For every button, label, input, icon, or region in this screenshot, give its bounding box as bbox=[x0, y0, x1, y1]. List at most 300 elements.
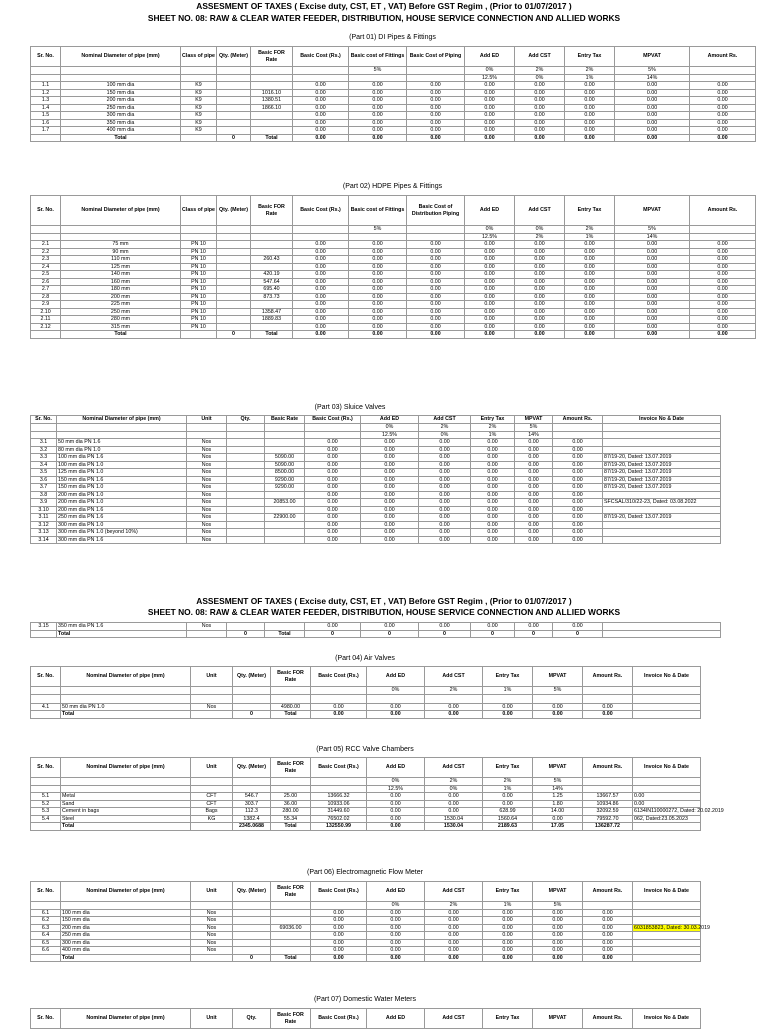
table-row-cell: 250 mm bbox=[61, 308, 181, 316]
table-row-cell: 0.00 bbox=[565, 97, 615, 105]
table-row-cell bbox=[217, 271, 251, 279]
table-row-cell: 0.00 bbox=[533, 815, 583, 823]
table-row-cell bbox=[265, 529, 305, 537]
total-row-cell: 0.00 bbox=[690, 331, 756, 339]
total-row-cell: 0.00 bbox=[311, 954, 367, 962]
table-row-cell: 0.00 bbox=[311, 917, 367, 925]
table-row-cell: 0.00 bbox=[425, 808, 483, 816]
table-row bbox=[31, 917, 701, 925]
table-row-cell: 0.00 bbox=[615, 112, 690, 120]
rate-row-cell bbox=[690, 74, 756, 82]
table-row-cell: 4.1 bbox=[31, 703, 61, 711]
table-row-cell: 0.00 bbox=[615, 316, 690, 324]
table-row-cell: 0.00 bbox=[515, 256, 565, 264]
table-row-cell: 200 mm dia PN 1.6 bbox=[57, 506, 187, 514]
total-row-cell: 2345.0688 bbox=[233, 823, 271, 831]
rate-row-cell bbox=[583, 687, 633, 695]
table-header-row-cell: Entry Tax bbox=[483, 1009, 533, 1029]
table-header-row-cell: Sr. No. bbox=[31, 196, 61, 226]
table-row-cell: 0.00 bbox=[615, 293, 690, 301]
table-row-cell: 0.00 bbox=[690, 248, 756, 256]
table-row-cell: 0.00 bbox=[367, 800, 425, 808]
table-header-row-cell: Basic cost of Fittings bbox=[349, 47, 407, 67]
table-row-cell: K9 bbox=[181, 82, 217, 90]
table-row-cell: 300 mm dia PN 1.0 (beyond 10%) bbox=[57, 529, 187, 537]
rate-row-cell bbox=[407, 74, 465, 82]
table-row-cell: 0.00 bbox=[425, 939, 483, 947]
table-row-cell: 0.00 bbox=[419, 476, 471, 484]
table-row-cell bbox=[227, 484, 265, 492]
table-row-cell: 25.00 bbox=[271, 793, 311, 801]
table-row-cell bbox=[265, 536, 305, 544]
table-row-cell: 0.00 bbox=[465, 263, 515, 271]
table-row-cell bbox=[271, 947, 311, 955]
table-row-cell: 280 mm bbox=[61, 316, 181, 324]
total-row-cell bbox=[191, 711, 233, 719]
table-row-cell bbox=[233, 909, 271, 917]
table-row-cell: CFT bbox=[191, 800, 233, 808]
table-row-cell: 150 mm dia PN 1.6 bbox=[57, 476, 187, 484]
table-header-row-cell: Amount Rs. bbox=[583, 667, 633, 687]
rate-row-cell bbox=[251, 226, 293, 234]
total-row bbox=[31, 711, 701, 719]
table-row-cell: 14.00 bbox=[533, 808, 583, 816]
table-row-cell: 0.00 bbox=[425, 924, 483, 932]
table-row-cell: 0.00 bbox=[361, 521, 419, 529]
table-row-cell: 0.00 bbox=[565, 104, 615, 112]
table-row-cell: 0.00 bbox=[553, 514, 603, 522]
table-row-cell bbox=[227, 536, 265, 544]
rate-row-cell bbox=[217, 74, 251, 82]
rate-row-cell bbox=[191, 902, 233, 910]
table-row-cell bbox=[217, 293, 251, 301]
table-row-cell: 3.5 bbox=[31, 469, 57, 477]
table-header-row-cell: MPVAT bbox=[533, 882, 583, 902]
table-header-row-cell: Unit bbox=[191, 882, 233, 902]
rate-row-cell bbox=[407, 226, 465, 234]
table-row-cell: 2.12 bbox=[31, 323, 61, 331]
table-row-cell bbox=[251, 263, 293, 271]
table-row-cell: 0.00 bbox=[483, 917, 533, 925]
table-row-cell: Nos bbox=[191, 917, 233, 925]
rate-row bbox=[31, 67, 756, 75]
table-header-row-cell: Nominal Diameter of pipe (mm) bbox=[61, 667, 191, 687]
table-row bbox=[31, 499, 721, 507]
table-row-cell: 87/19-20, Dated: 13.07.2019 bbox=[603, 484, 721, 492]
rate-row-cell: 0% bbox=[367, 687, 425, 695]
table-row-cell: 547.64 bbox=[251, 278, 293, 286]
table-row-cell: 0.00 bbox=[305, 469, 361, 477]
table-row-cell: 0.00 bbox=[425, 800, 483, 808]
table-row bbox=[31, 278, 756, 286]
table-row-cell: 0.00 bbox=[533, 932, 583, 940]
table-row-cell: 0.00 bbox=[293, 97, 349, 105]
rate-row-cell: 5% bbox=[533, 778, 583, 786]
table-row-cell: 0.00 bbox=[515, 104, 565, 112]
table-row-cell: 2.2 bbox=[31, 248, 61, 256]
table-row-cell: 0.00 bbox=[553, 484, 603, 492]
table-header-row bbox=[31, 1009, 701, 1029]
table-row-cell: 0.00 bbox=[553, 623, 603, 631]
table-row-cell: 0.00 bbox=[425, 947, 483, 955]
table-row-cell: 0.00 bbox=[407, 263, 465, 271]
table-row-cell: 5.4 bbox=[31, 815, 61, 823]
rate-row-cell bbox=[31, 431, 57, 439]
table-row-cell: 0.00 bbox=[293, 256, 349, 264]
table-row-cell: 0.00 bbox=[515, 127, 565, 135]
table-row bbox=[31, 506, 721, 514]
table-row-cell: 350 mm dia PN 1.6 bbox=[57, 623, 187, 631]
table-header-row-cell: Sr. No. bbox=[31, 416, 57, 424]
table-row-cell: K9 bbox=[181, 104, 217, 112]
table-row-cell: 0.00 bbox=[361, 439, 419, 447]
table-header-row bbox=[31, 416, 721, 424]
table-row-cell: 0.00 bbox=[465, 82, 515, 90]
table-row-cell: 0.00 bbox=[553, 461, 603, 469]
table-row-cell bbox=[217, 127, 251, 135]
table-row-cell: 0.00 bbox=[419, 484, 471, 492]
table-row-cell: 400 mm dia bbox=[61, 947, 191, 955]
table-row-cell: 50 mm dia PN 1.6 bbox=[57, 439, 187, 447]
total-row-cell: Total bbox=[251, 331, 293, 339]
total-row-cell: 0.00 bbox=[533, 954, 583, 962]
table-header-row-cell: Entry Tax bbox=[471, 416, 515, 424]
table-row-cell: 0.00 bbox=[565, 271, 615, 279]
total-row-cell: 0.00 bbox=[293, 134, 349, 142]
spacer-row bbox=[31, 694, 701, 703]
total-row-cell: 0 bbox=[217, 134, 251, 142]
table-row-cell: 0.00 bbox=[305, 439, 361, 447]
table-header-row-cell: Basic Cost (Rs.) bbox=[293, 47, 349, 67]
table-row-cell: Nos bbox=[187, 499, 227, 507]
table-row-cell: 6.1 bbox=[31, 909, 61, 917]
total-row-cell bbox=[181, 331, 217, 339]
total-row-cell bbox=[191, 823, 233, 831]
table-row-cell bbox=[217, 323, 251, 331]
table-row-cell bbox=[217, 308, 251, 316]
table-row-cell: 0.00 bbox=[615, 104, 690, 112]
table-row-cell: 0.00 bbox=[465, 127, 515, 135]
table-row-cell: 0.00 bbox=[515, 623, 553, 631]
table-row-cell: 250 mm dia bbox=[61, 104, 181, 112]
table-row-cell: 0.00 bbox=[583, 917, 633, 925]
part7-title: (Part 07) Domestic Water Meters bbox=[313, 996, 417, 1003]
table-row-cell: 200 mm dia PN 1.0 bbox=[57, 491, 187, 499]
rate-row-cell: 0% bbox=[515, 226, 565, 234]
table-row-cell: 0.00 bbox=[419, 529, 471, 537]
table-row-cell bbox=[227, 439, 265, 447]
total-row-cell: Total bbox=[61, 711, 191, 719]
total-row-cell bbox=[31, 134, 61, 142]
table-row-cell bbox=[217, 89, 251, 97]
table-row-cell: 0.00 bbox=[407, 301, 465, 309]
table-row-cell bbox=[603, 536, 721, 544]
table-row bbox=[31, 308, 756, 316]
rate-row-cell bbox=[603, 431, 721, 439]
table-row-cell: 0.00 bbox=[349, 256, 407, 264]
table-row-cell: 0.00 bbox=[361, 529, 419, 537]
table-row-cell: K9 bbox=[181, 89, 217, 97]
table-row-cell: 0.00 bbox=[533, 917, 583, 925]
rate-row-cell bbox=[251, 233, 293, 241]
table-row-cell: Steel bbox=[61, 815, 191, 823]
rate-row-cell: 1% bbox=[483, 687, 533, 695]
rate-row-cell bbox=[187, 424, 227, 432]
rate-row-cell: 12.5% bbox=[465, 233, 515, 241]
table-row-cell: 0.00 bbox=[615, 89, 690, 97]
rate-row-cell: 0% bbox=[465, 226, 515, 234]
table-row-cell: 0.00 bbox=[471, 484, 515, 492]
table-row-cell: 0.00 bbox=[515, 446, 553, 454]
table-row bbox=[31, 703, 701, 711]
table-row-cell: 0.00 bbox=[367, 808, 425, 816]
table-row-cell: 0.00 bbox=[293, 112, 349, 120]
table-row-cell: 0.00 bbox=[471, 446, 515, 454]
table-row-cell: 0.00 bbox=[311, 932, 367, 940]
table-header-row-cell: MPVAT bbox=[615, 47, 690, 67]
table-row-cell: 90 mm bbox=[61, 248, 181, 256]
table-row-cell: 0.00 bbox=[465, 323, 515, 331]
table-row-cell: 1530.04 bbox=[425, 815, 483, 823]
table-row-cell: 0.00 bbox=[690, 127, 756, 135]
table-header-row-cell: Sr. No. bbox=[31, 667, 61, 687]
table-row-cell: 0.00 bbox=[425, 932, 483, 940]
table-row-cell: 0.00 bbox=[419, 623, 471, 631]
table-row-cell: 0.00 bbox=[419, 461, 471, 469]
table-header-row-cell: Add ED bbox=[361, 416, 419, 424]
table-row-cell: 400 mm dia bbox=[61, 127, 181, 135]
table-row-cell bbox=[217, 278, 251, 286]
table-header-row-cell: Qty. (Meter) bbox=[233, 667, 271, 687]
table-row-cell bbox=[251, 301, 293, 309]
total-row-cell: Total bbox=[265, 630, 305, 638]
total-row-cell: 0.00 bbox=[349, 134, 407, 142]
rate-row-cell: 2% bbox=[565, 226, 615, 234]
table-row-cell bbox=[227, 506, 265, 514]
table-row-cell bbox=[265, 439, 305, 447]
table-row bbox=[31, 127, 756, 135]
table-row-cell: 1.4 bbox=[31, 104, 61, 112]
table-row-cell: 0.00 bbox=[553, 536, 603, 544]
table-row-cell: 3.3 bbox=[31, 454, 57, 462]
table-row-cell: 315 mm bbox=[61, 323, 181, 331]
rate-row-cell bbox=[181, 74, 217, 82]
table-row-cell bbox=[603, 506, 721, 514]
total-row-cell: 0 bbox=[227, 630, 265, 638]
table-row-cell: 0.00 bbox=[361, 514, 419, 522]
table-row-cell: 0.00 bbox=[361, 446, 419, 454]
table-row-cell: 0.00 bbox=[361, 536, 419, 544]
table-header-row-cell: Basic Cost (Rs.) bbox=[311, 1009, 367, 1029]
table-header-row-cell: Qty. (Meter) bbox=[217, 47, 251, 67]
table-row-cell bbox=[233, 917, 271, 925]
table-row bbox=[31, 248, 756, 256]
table-header-row-cell: Qty. (Meter) bbox=[217, 196, 251, 226]
total-row-cell: Total bbox=[57, 630, 187, 638]
table-row-cell: 0.00 bbox=[515, 82, 565, 90]
total-row-cell: 0.00 bbox=[311, 711, 367, 719]
rate-row-cell: 0% bbox=[425, 785, 483, 793]
table-row-cell: Nos bbox=[191, 939, 233, 947]
table-row-cell: 0.00 bbox=[465, 293, 515, 301]
table-row-cell: 0.00 bbox=[305, 476, 361, 484]
table-row-cell: 0.00 bbox=[407, 89, 465, 97]
table-row-cell bbox=[217, 263, 251, 271]
table-header-row-cell: Unit bbox=[191, 758, 233, 778]
table-row-cell: 0.00 bbox=[583, 932, 633, 940]
table-row-cell: 546.7 bbox=[233, 793, 271, 801]
total-row-cell: 0.00 bbox=[690, 134, 756, 142]
rate-row-cell: 0% bbox=[361, 424, 419, 432]
rate-row-cell bbox=[31, 902, 61, 910]
table-row-cell: 125 mm bbox=[61, 263, 181, 271]
table-row-cell: PN 10 bbox=[181, 316, 217, 324]
table-row-cell: Bags bbox=[191, 808, 233, 816]
rate-row-cell bbox=[217, 226, 251, 234]
rate-row-cell bbox=[633, 785, 701, 793]
table-row-cell: 0.00 bbox=[311, 703, 367, 711]
table-row-cell: 0.00 bbox=[515, 454, 553, 462]
table-row-cell: 150 mm dia bbox=[61, 89, 181, 97]
table-row-cell: 0.00 bbox=[465, 316, 515, 324]
table-header-row-cell: Basic FOR Rate bbox=[251, 47, 293, 67]
table-row-cell: 0.00 bbox=[615, 248, 690, 256]
rate-row bbox=[31, 687, 701, 695]
table-row-cell bbox=[217, 82, 251, 90]
rate-row-cell bbox=[271, 785, 311, 793]
table-row-cell: 80 mm dia PN 1.0 bbox=[57, 446, 187, 454]
table-row-cell bbox=[251, 323, 293, 331]
table-header-row-cell: Basic Cost (Rs.) bbox=[305, 416, 361, 424]
table-row-cell: 0.00 bbox=[583, 924, 633, 932]
table-row bbox=[31, 947, 701, 955]
table-row-cell: 0.00 bbox=[615, 241, 690, 249]
table-row-cell: 36.00 bbox=[271, 800, 311, 808]
table-header-row bbox=[31, 882, 701, 902]
total-row bbox=[31, 331, 756, 339]
table-row-cell: 0.00 bbox=[615, 82, 690, 90]
table-row-cell: 75 mm bbox=[61, 241, 181, 249]
table-row-cell: Nos bbox=[191, 703, 233, 711]
table-row bbox=[31, 316, 756, 324]
table-header-row-cell: MPVAT bbox=[615, 196, 690, 226]
table-row-cell: 6.5 bbox=[31, 939, 61, 947]
table-row-cell: 0.00 bbox=[465, 271, 515, 279]
table-row-cell: 0.00 bbox=[465, 301, 515, 309]
table-row bbox=[31, 536, 721, 544]
rate-row-cell bbox=[61, 902, 191, 910]
table-row-cell: 76502.02 bbox=[311, 815, 367, 823]
table-row-cell: 200 mm dia PN 1.0 bbox=[57, 499, 187, 507]
table-row-cell: 6.3 bbox=[31, 924, 61, 932]
table-row-cell: 0.00 bbox=[419, 439, 471, 447]
table-row-cell: 0.00 bbox=[465, 256, 515, 264]
rate-row-cell bbox=[271, 687, 311, 695]
rate-row bbox=[31, 424, 721, 432]
rate-row-cell: 5% bbox=[349, 67, 407, 75]
total-row-cell: 0.00 bbox=[465, 331, 515, 339]
rate-row-cell bbox=[349, 233, 407, 241]
table-row-cell: 20853.00 bbox=[265, 499, 305, 507]
table-header-row-cell: Basic FOR Rate bbox=[251, 196, 293, 226]
total-row-cell: Total bbox=[61, 954, 191, 962]
table-row-cell: 0.00 bbox=[349, 112, 407, 120]
table-row-cell: 0.00 bbox=[483, 800, 533, 808]
table-row-cell: 0.00 bbox=[361, 476, 419, 484]
table-row-cell: Nos bbox=[187, 476, 227, 484]
rate-row-cell bbox=[227, 424, 265, 432]
table-row-cell: 87/19-20, Dated: 13.07.2019 bbox=[603, 476, 721, 484]
table-row-cell: 0.00 bbox=[419, 499, 471, 507]
table-row-cell: Nos bbox=[187, 521, 227, 529]
table-row-cell: 0.00 bbox=[465, 241, 515, 249]
table-header-row-cell: Basic Cost (Rs.) bbox=[311, 758, 367, 778]
table-row-cell: 0.00 bbox=[367, 932, 425, 940]
total-row-cell bbox=[191, 954, 233, 962]
table-row-cell: 0.00 bbox=[515, 529, 553, 537]
table-row-cell: PN 10 bbox=[181, 248, 217, 256]
table-row-cell: 0.00 bbox=[583, 909, 633, 917]
table-row bbox=[31, 800, 701, 808]
page-title-line1: ASSESMENT OF TAXES ( Excise duty, CST, ET , VAT) Before GST Regim , (Prior to 01/07/2017 ) bbox=[196, 1, 572, 11]
table-row-cell bbox=[265, 521, 305, 529]
table-row-cell: 125 mm dia PN 1.0 bbox=[57, 469, 187, 477]
table-row-cell: 0.00 bbox=[565, 241, 615, 249]
table-header-row-cell: Add ED bbox=[367, 882, 425, 902]
rate-row-cell bbox=[191, 785, 233, 793]
table-row-cell: 0.00 bbox=[361, 469, 419, 477]
table-row-cell: 0.00 bbox=[690, 82, 756, 90]
table-row-cell: 0.00 bbox=[515, 97, 565, 105]
table-row-cell: 0.00 bbox=[515, 469, 553, 477]
rate-row-cell bbox=[233, 785, 271, 793]
table-row-cell: 3.6 bbox=[31, 476, 57, 484]
table-header-row-cell: Add CST bbox=[425, 667, 483, 687]
table-row-cell: 0.00 bbox=[553, 439, 603, 447]
table-row-cell: 0.00 bbox=[565, 316, 615, 324]
table-row-cell: 0.00 bbox=[465, 89, 515, 97]
table-row-cell: 140 mm bbox=[61, 271, 181, 279]
table-row-cell bbox=[603, 439, 721, 447]
rate-row-cell bbox=[61, 785, 191, 793]
rate-row-cell bbox=[407, 233, 465, 241]
table-row-cell: 3.11 bbox=[31, 514, 57, 522]
table-row-cell bbox=[233, 924, 271, 932]
table-row-cell: 0.00 bbox=[407, 119, 465, 127]
table-row-cell: 0.00 bbox=[483, 703, 533, 711]
table-row-cell: 32092.59 bbox=[583, 808, 633, 816]
table-header-row-cell: Unit bbox=[191, 667, 233, 687]
table-row-cell: 6.4 bbox=[31, 932, 61, 940]
total-row-cell: 0 bbox=[305, 630, 361, 638]
table-row-cell: Nos bbox=[187, 446, 227, 454]
table-row-cell: 0.00 bbox=[349, 323, 407, 331]
table-row-cell: 0.00 bbox=[515, 521, 553, 529]
table-row-cell: 0.00 bbox=[361, 499, 419, 507]
table-row-cell: 0.00 bbox=[419, 536, 471, 544]
total-row-cell: 0.00 bbox=[367, 954, 425, 962]
rate-row-cell bbox=[233, 902, 271, 910]
table-row-cell: 55.34 bbox=[271, 815, 311, 823]
part4-table bbox=[30, 666, 701, 719]
total-row-cell: 0.00 bbox=[349, 331, 407, 339]
total-row-cell: 0.00 bbox=[367, 711, 425, 719]
table-header-row-cell: Qty. bbox=[227, 416, 265, 424]
table-row-cell: 0.00 bbox=[293, 248, 349, 256]
table-row-cell bbox=[227, 491, 265, 499]
table-row-cell: 2.3 bbox=[31, 256, 61, 264]
rate-row-cell bbox=[265, 431, 305, 439]
